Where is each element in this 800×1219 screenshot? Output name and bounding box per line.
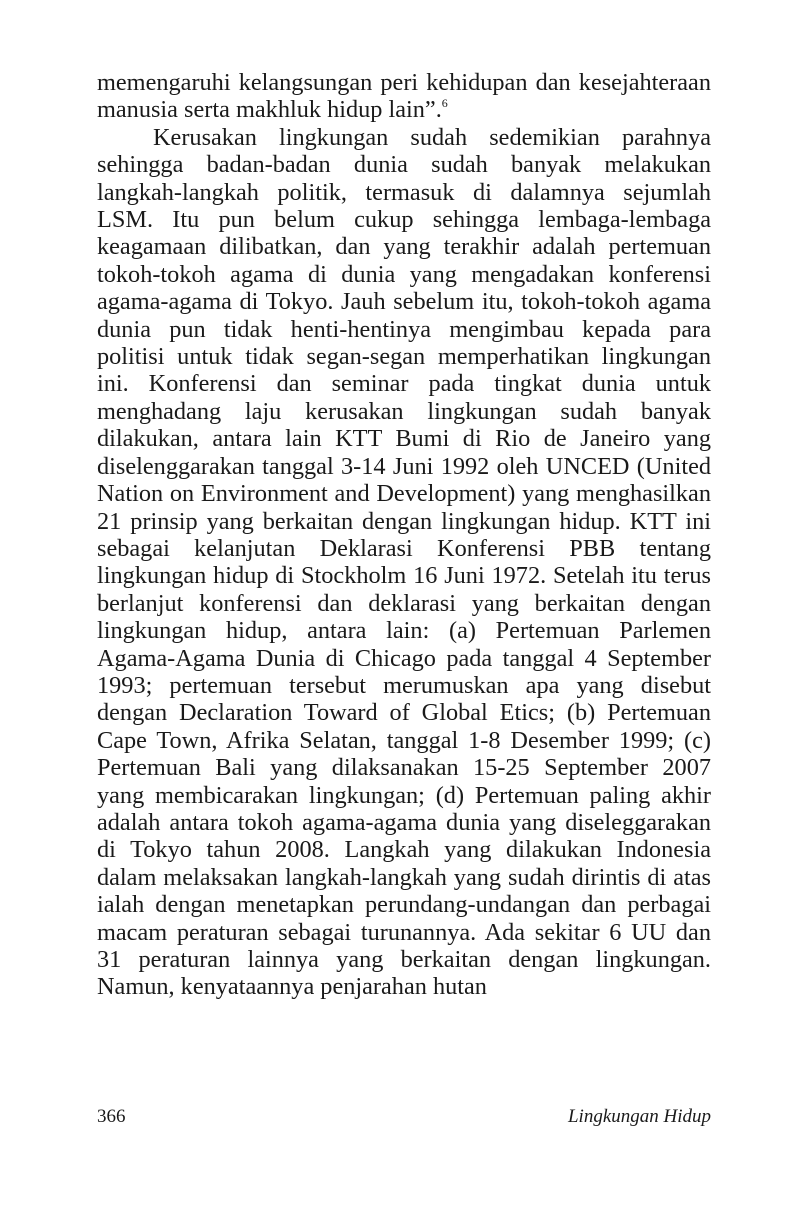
paragraph-continuation bbox=[97, 69, 711, 124]
page-number: 366 bbox=[97, 1106, 126, 1127]
page-footer bbox=[97, 1106, 711, 1136]
running-title: Lingkungan Hidup bbox=[567, 1106, 711, 1127]
paragraph-2: Kerusakan lingkungan sudah sedemikian parahnya sehingga badan-badan dunia sudah banyak melakukan langkah-langkah politik, termasuk di dalamnya sejumlah LSM. Itu pun belum cukup sehingga lembaga-lembaga keagamaan dilibatkan, dan yang terakhir adalah pertemuan tokoh-tokoh agama di dunia yang mengadakan konferensi agama-agama di Tokyo. Jauh sebelum itu, tokoh-tokoh agama dunia pun tidak henti-hentinya mengimbau kepada para politisi untuk tidak segan-segan memperhatikan lingkungan ini. Konferensi dan seminar pada tingkat dunia untuk menghadang laju kerusakan lingkungan sudah banyak dilakukan, antara lain KTT Bumi di Rio de Janeiro yang diselenggarakan tanggal 3-14 Juni 1992 oleh UNCED (United Nation on Environment and Development) yang menghasilkan 21 prinsip yang berkaitan dengan lingkungan hidup. KTT ini sebagai kelanjutan Deklarasi Konferensi PBB tentang lingkungan hidup di Stockholm 16 Juni 1972. Setelah itu terus berlanjut konferensi dan deklarasi yang berkaitan dengan lingkungan hidup, antara lain: (a) Pertemuan Parlemen Agama-Agama Dunia di Chicago pada tanggal 4 September 1993; pertemuan tersebut merumuskan apa yang disebut dengan Declaration Toward of Global Etics; (b) Pertemuan Cape Town, Afrika Selatan, tanggal 1-8 Desember 1999; (c) Pertemuan Bali yang dilaksanakan 15-25 September 2007 yang membicarakan lingkungan; (d) Pertemuan paling akhir adalah antara tokoh agama-agama dunia yang diseleggarakan di Tokyo tahun 2008. Langkah yang dilakukan Indonesia dalam melaksakan langkah-langkah yang sudah dirintis di atas ialah dengan menetapkan perundang-undangan dan perbagai macam peraturan sebagai turunannya. Ada sekitar 6 UU dan 31 peraturan lainnya yang berkaitan dengan lingkungan. Namun, kenyataannya penjarahan hutan bbox=[97, 123, 711, 1001]
footnote-reference: 6 bbox=[441, 96, 448, 111]
body-text bbox=[97, 69, 711, 1001]
paragraph-1-text: memengaruhi kelangsungan peri kehidupan dan kesejahteraan manusia serta makhluk hidup lain”. bbox=[97, 69, 711, 124]
